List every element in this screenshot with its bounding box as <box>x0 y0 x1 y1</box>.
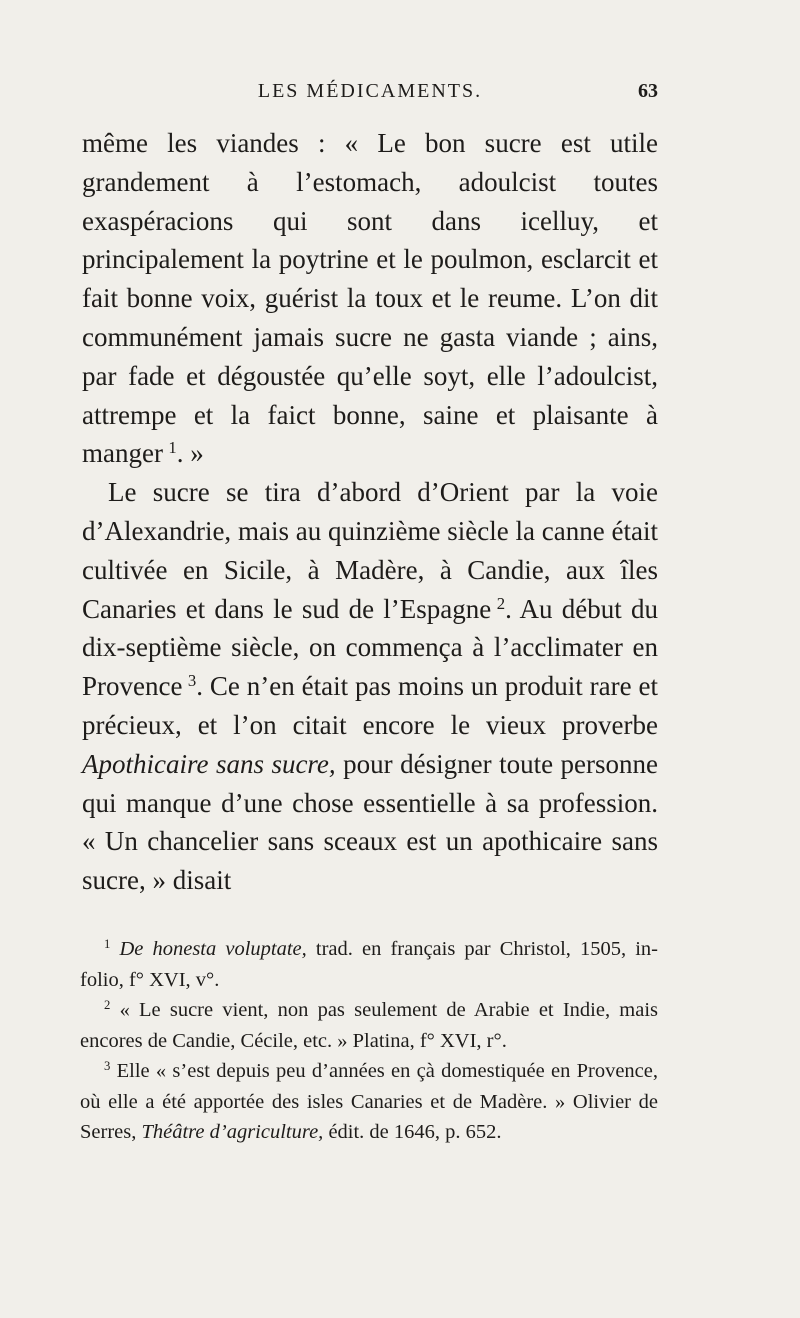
footnote-3-title: Théâtre d’agriculture, <box>141 1121 324 1143</box>
footnote-3-text-b: édit. de 1646, p. 652. <box>328 1121 502 1143</box>
proverb-italic: Apothicaire sans sucre, <box>82 748 336 779</box>
footnote-2 <box>80 995 658 1056</box>
footnote-1-text: trad. en français par Christol, 1505, in-folio, f° XVI, v°. <box>80 938 659 991</box>
footnotes <box>80 934 658 1148</box>
paragraph-1-text: même les viandes : « Le bon sucre est utile grandement à l’estomach, adoulcist toutes exaspéracions qui sont dans icelluy, et principalement la poytrine et le poulmon, esclarcit et fait bonne voix, guérist la toux et le reume. L’on dit communément jamais sucre ne gasta viande ; ains, par fade et dégoustée qu’elle soyt, elle l’adoulcist, attrempe et la faict bonne, saine et plaisante à manger <box>82 128 658 469</box>
running-head <box>82 80 658 106</box>
body-text <box>82 124 658 900</box>
footnote-3 <box>80 1056 658 1148</box>
paragraph-2-text-b: . Au début du dix-septième siècle, on commença à l’acclimater en Provence <box>82 593 659 702</box>
page-number: 63 <box>638 80 658 102</box>
paragraph-2 <box>82 473 658 900</box>
footnote-ref-2: 2 <box>496 593 506 613</box>
footnote-ref-1: 1 <box>168 438 177 458</box>
footnote-3-number: 3 <box>104 1059 111 1074</box>
footnote-ref-3: 3 <box>187 670 197 690</box>
paragraph-2-text-a: Le sucre se tira d’abord d’Orient par la voie d’Alexandrie, mais au quinzième siècle la canne était cultivée en Sicile, à Madère, à Candie, aux îles Canaries et dans le sud de l’Espagne <box>82 477 658 624</box>
footnote-1-title: De honesta voluptate, <box>119 938 307 960</box>
paragraph-2-text-c: . Ce n’en était pas moins un produit rare et précieux, et l’on citait encore le vieux proverbe <box>82 671 658 740</box>
footnote-1 <box>80 934 658 995</box>
footnote-2-number: 2 <box>104 998 111 1013</box>
footnote-1-number: 1 <box>104 937 111 952</box>
paragraph-1-end: . » <box>176 438 204 469</box>
paragraph-1 <box>82 124 658 473</box>
paragraph-2-text-d: pour désigner toute personne qui manque d’une chose essentielle à sa profession. « Un chancelier sans sceaux est un apothicaire sans sucre, » disait <box>82 748 658 896</box>
footnote-3-text-a: Elle « s’est depuis peu d’années en çà domestiquée en Provence, où elle a été apportée des isles Canaries et de Madère. » Olivier de Serres, <box>80 1060 658 1143</box>
footnote-2-text: « Le sucre vient, non pas seulement de Arabie et Indie, mais encores de Candie, Cécile, etc. » Platina, f° XVI, r°. <box>80 999 659 1052</box>
running-title: LES MÉDICAMENTS. <box>257 80 483 102</box>
